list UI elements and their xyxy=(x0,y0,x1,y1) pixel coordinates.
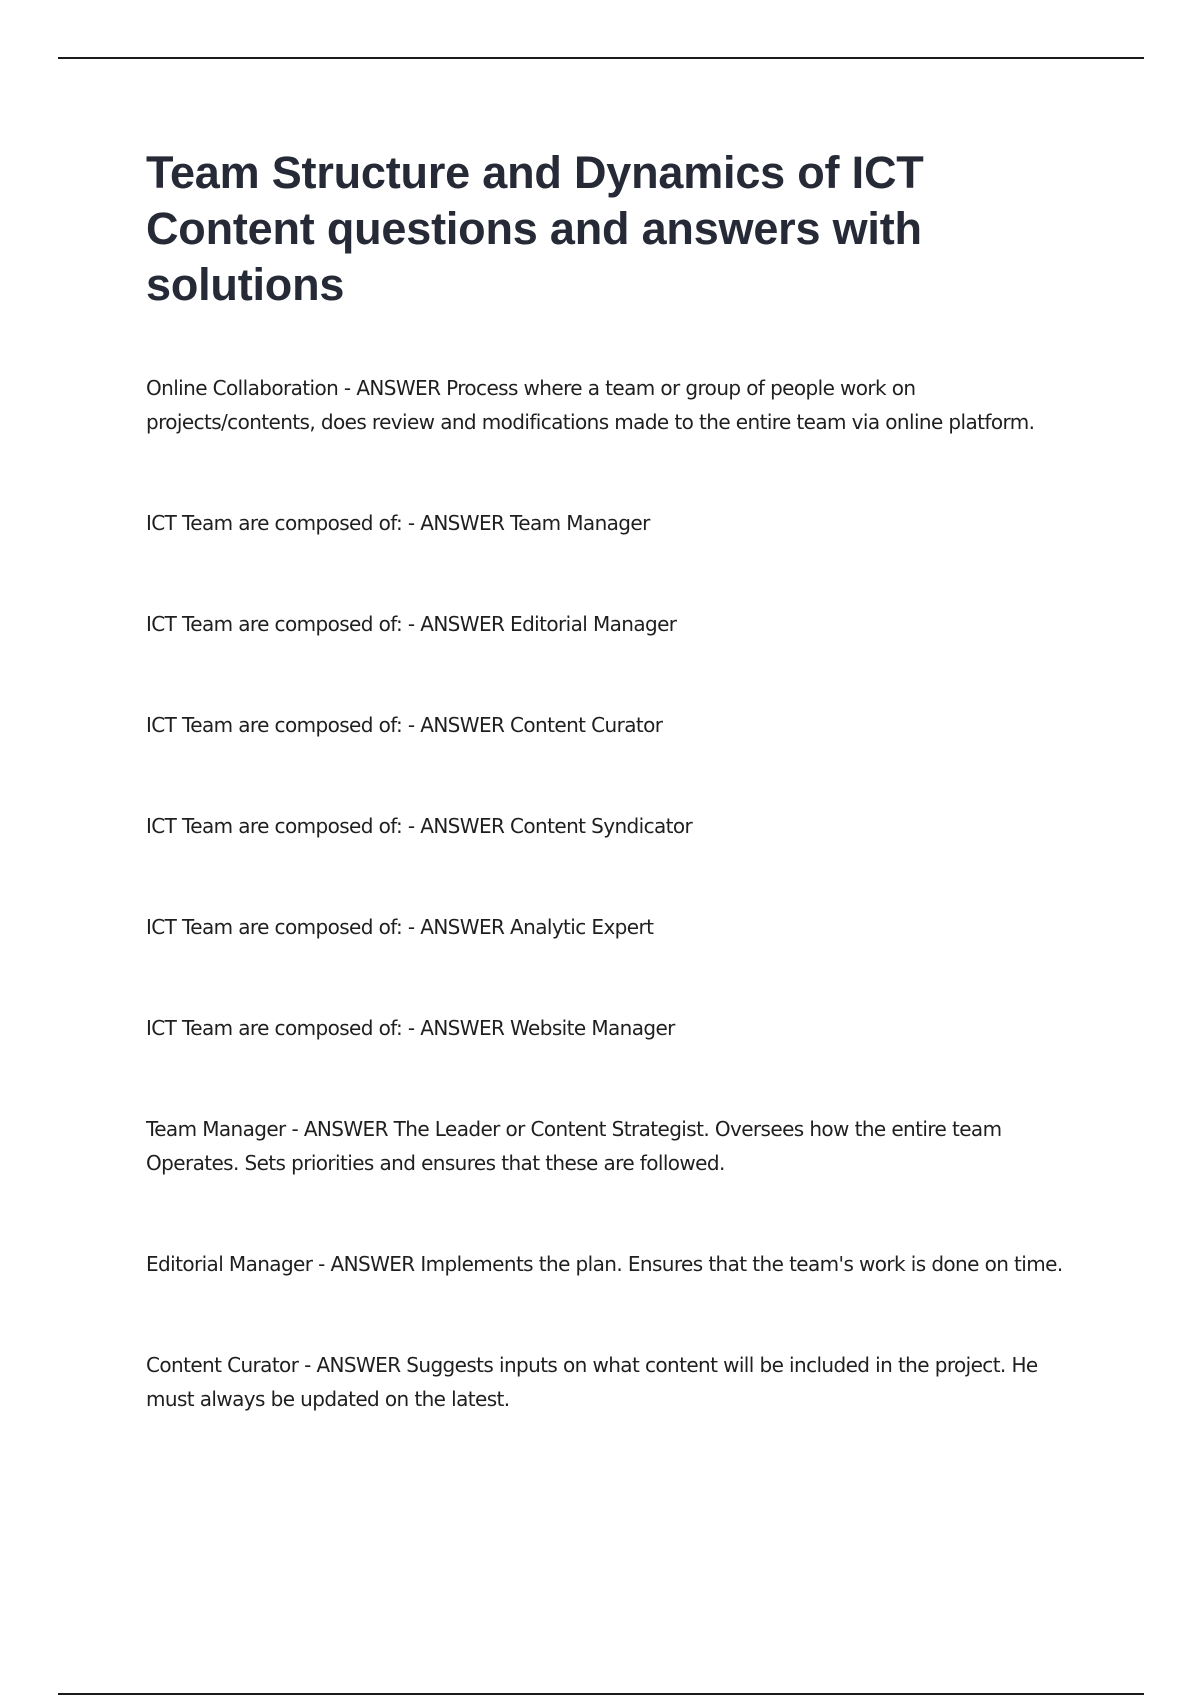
qa-answer: Process where a team or group of people work on projects/contents, does review and modifications made to the entire team via online platform. xyxy=(146,376,1035,434)
answer-label: ANSWER xyxy=(330,1252,415,1276)
qa-item: Team Manager - ANSWER The Leader or Content Strategist. Oversees how the entire team Operates. Sets priorities and ensures that these are followed. xyxy=(146,1117,1002,1175)
qa-term: ICT Team are composed of: xyxy=(146,1016,403,1040)
qa-item: Content Curator - ANSWER Suggests inputs on what content will be included in the project. He must always be updated on the latest. xyxy=(146,1353,1038,1411)
qa-answer: Implements the plan. Ensures that the team's work is done on time. xyxy=(420,1252,1063,1276)
bottom-rule xyxy=(58,1693,1144,1695)
qa-item: ICT Team are composed of: - ANSWER Content Curator xyxy=(146,713,663,737)
qa-term: ICT Team are composed of: xyxy=(146,915,403,939)
qa-term: ICT Team are composed of: xyxy=(146,612,403,636)
answer-label: ANSWER xyxy=(420,612,505,636)
qa-term: ICT Team are composed of: xyxy=(146,713,403,737)
qa-term: ICT Team are composed of: xyxy=(146,511,403,535)
qa-answer: The Leader or Content Strategist. Oversees how the entire team Operates. Sets priorities and ensures that these are followed. xyxy=(146,1117,1002,1175)
qa-answer: Suggests inputs on what content will be included in the project. He must always be updated on the latest. xyxy=(146,1353,1038,1411)
qa-item: ICT Team are composed of: - ANSWER Content Syndicator xyxy=(146,814,693,838)
qa-answer: Content Curator xyxy=(510,713,663,737)
qa-item: ICT Team are composed of: - ANSWER Website Manager xyxy=(146,1016,675,1040)
answer-label: ANSWER xyxy=(420,915,505,939)
qa-item: Online Collaboration - ANSWER Process where a team or group of people work on projects/contents, does review and modifications made to the entire team via online platform. xyxy=(146,376,1035,434)
qa-term: Online Collaboration xyxy=(146,376,339,400)
qa-answer: Editorial Manager xyxy=(510,612,677,636)
answer-label: ANSWER xyxy=(420,511,505,535)
document-page xyxy=(146,145,1086,1483)
qa-answer: Analytic Expert xyxy=(510,915,654,939)
qa-term: Team Manager xyxy=(146,1117,286,1141)
qa-answer: Content Syndicator xyxy=(510,814,693,838)
qa-answer: Website Manager xyxy=(510,1016,675,1040)
qa-item: ICT Team are composed of: - ANSWER Editorial Manager xyxy=(146,612,677,636)
answer-label: ANSWER xyxy=(303,1117,388,1141)
qa-term: ICT Team are composed of: xyxy=(146,814,403,838)
answer-label: ANSWER xyxy=(356,376,441,400)
qa-item: Editorial Manager - ANSWER Implements the plan. Ensures that the team's work is done on time. xyxy=(146,1252,1063,1276)
top-rule xyxy=(58,57,1144,59)
qa-answer: Team Manager xyxy=(510,511,650,535)
qa-term: Content Curator xyxy=(146,1353,299,1377)
qa-item: ICT Team are composed of: - ANSWER Analytic Expert xyxy=(146,915,654,939)
document-title: Team Structure and Dynamics of ICT Content questions and answers with solutions xyxy=(146,147,924,310)
answer-label: ANSWER xyxy=(316,1353,401,1377)
answer-label: ANSWER xyxy=(420,713,505,737)
answer-label: ANSWER xyxy=(420,814,505,838)
qa-term: Editorial Manager xyxy=(146,1252,313,1276)
answer-label: ANSWER xyxy=(420,1016,505,1040)
qa-item: ICT Team are composed of: - ANSWER Team Manager xyxy=(146,511,650,535)
qa-list xyxy=(146,371,1086,1416)
